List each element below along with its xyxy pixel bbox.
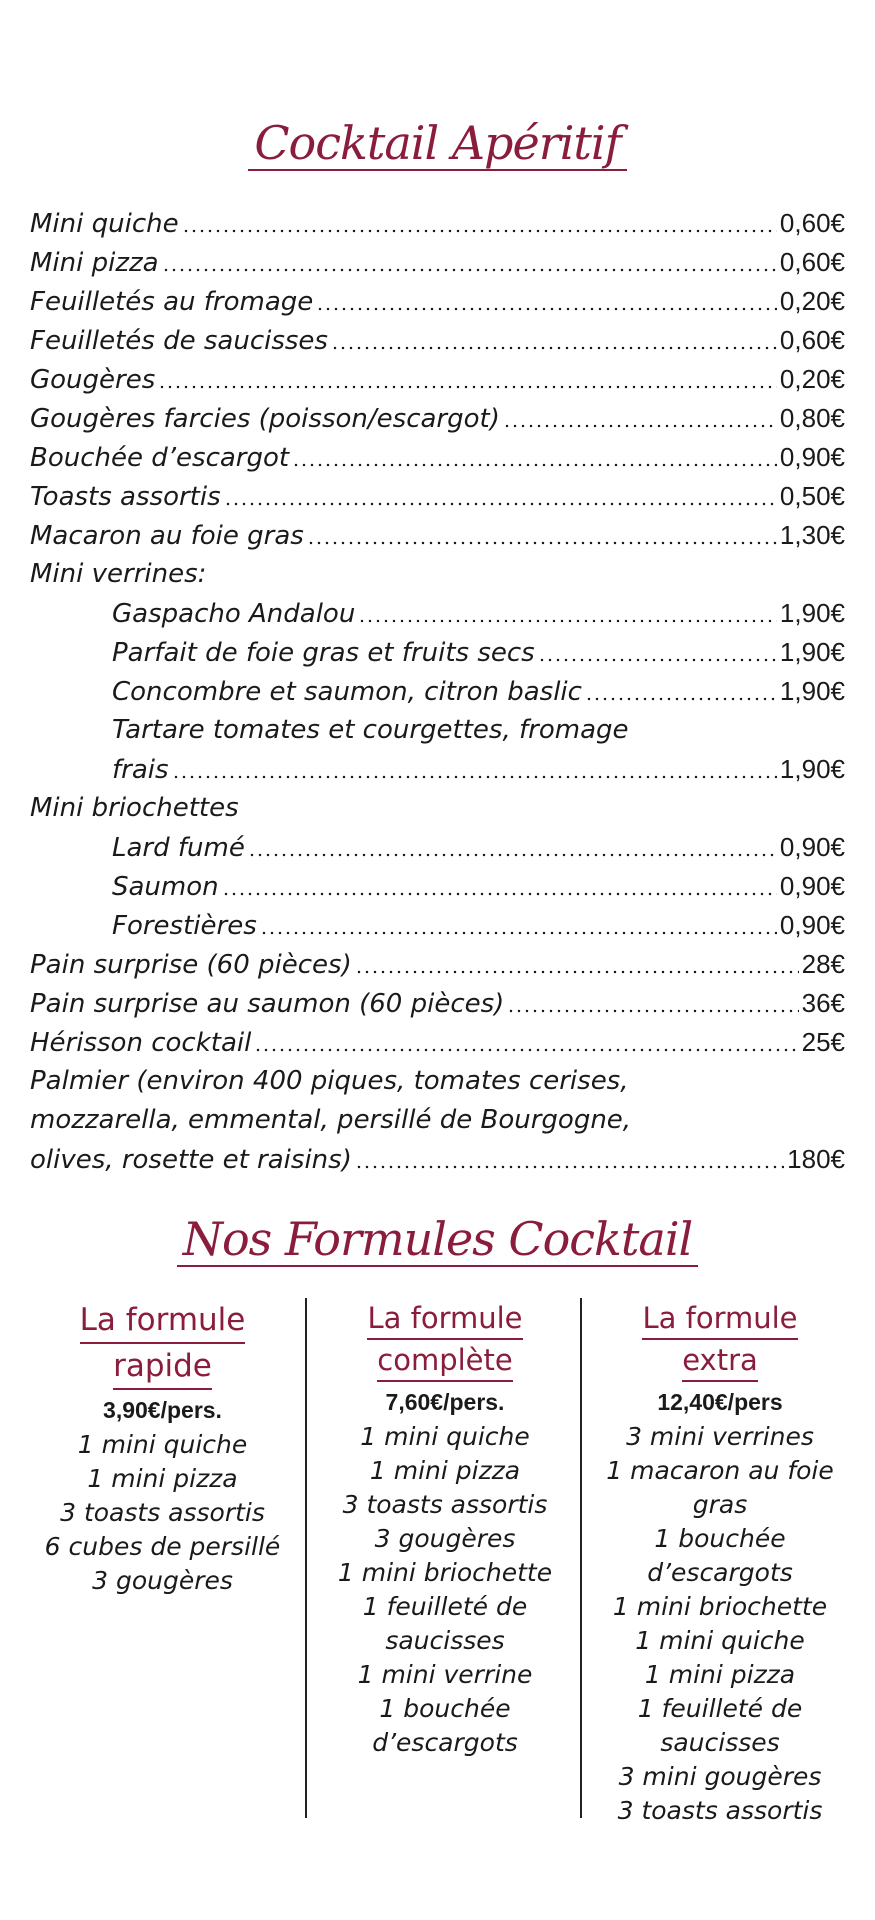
formule-item: 1 mini quiche <box>77 1430 248 1459</box>
dot-leader <box>585 697 777 701</box>
formule-item: 1 feuilleté de <box>362 1592 528 1621</box>
formule-item: saucisses <box>660 1728 780 1757</box>
formule-title-line: extra <box>682 1340 758 1382</box>
menu-item <box>30 399 845 438</box>
formule-item: 3 toasts assortis <box>60 1498 265 1527</box>
formule-title <box>585 1298 855 1382</box>
formule-item: gras <box>692 1490 748 1519</box>
menu-item-price: 0,60€ <box>779 325 845 355</box>
dot-leader <box>307 541 777 545</box>
formules-section <box>20 1298 860 1825</box>
menu-item-price: 1,90€ <box>779 676 845 706</box>
formule-item: 1 macaron au foie <box>606 1456 834 1485</box>
formule-item: d’escargots <box>372 1728 518 1757</box>
dot-leader <box>260 931 777 935</box>
formule-title-line: complète <box>377 1340 512 1382</box>
menu-item-label: Saumon <box>112 872 219 902</box>
menu-item-price: 0,90€ <box>779 832 845 862</box>
formule-item: 3 toasts assortis <box>617 1796 823 1825</box>
menu-item <box>30 243 845 282</box>
menu-item-label: frais <box>112 755 169 785</box>
formule-item: 1 mini pizza <box>644 1660 796 1689</box>
menu-item-price: 0,20€ <box>779 364 845 394</box>
formule-item: 1 mini briochette <box>612 1592 828 1621</box>
menu-item-label: Pain surprise au saumon (60 pièces) <box>30 989 505 1019</box>
menu-item <box>30 321 845 360</box>
menu-item <box>30 867 845 906</box>
menu-item-label: Mini pizza <box>30 248 159 278</box>
formule-item: 1 mini pizza <box>369 1456 521 1485</box>
formule-price: 12,40€/pers <box>657 1389 783 1415</box>
formule-item: d’escargots <box>647 1558 793 1587</box>
formule-item: 1 mini quiche <box>635 1626 805 1655</box>
formule-item: 1 mini verrine <box>357 1660 533 1689</box>
formule-title <box>310 1298 580 1382</box>
dot-leader <box>355 970 799 974</box>
formule-title-line: La formule <box>80 1298 246 1344</box>
column-divider <box>580 1298 582 1818</box>
dot-leader <box>358 619 777 623</box>
menu-item <box>30 477 845 516</box>
menu-item-label: Parfait de foie gras et fruits secs <box>112 638 535 668</box>
menu-item-price: 1,90€ <box>779 754 845 784</box>
dot-leader <box>158 385 777 389</box>
menu-item <box>30 945 845 984</box>
menu-item-label: Lard fumé <box>112 833 245 863</box>
menu-item-label: Gaspacho Andalou <box>112 599 356 629</box>
column-divider <box>305 1298 307 1818</box>
menu-item-price: 1,90€ <box>779 598 845 628</box>
menu-line: Mini verrines: <box>30 559 207 589</box>
formule-item: 6 cubes de persillé <box>44 1532 281 1561</box>
formule-item: 3 mini gougères <box>618 1762 822 1791</box>
menu-item-price: 1,90€ <box>779 637 845 667</box>
menu-item-price: 0,50€ <box>779 481 845 511</box>
formule-title-line: La formule <box>642 1298 797 1340</box>
formule-item: 1 mini briochette <box>337 1558 553 1587</box>
formule-title-line: La formule <box>367 1298 522 1340</box>
dot-leader <box>507 1009 798 1013</box>
menu-item-price: 0,60€ <box>779 208 845 238</box>
formule-item: 3 gougères <box>374 1524 516 1553</box>
dot-leader <box>503 424 777 428</box>
menu-line: Palmier (environ 400 piques, tomates cerises, <box>30 1066 629 1096</box>
dot-leader <box>316 307 777 311</box>
dot-leader <box>172 775 777 779</box>
menu-item-price: 0,60€ <box>779 247 845 277</box>
menu-item <box>30 633 845 672</box>
menu-line: Mini briochettes <box>30 793 239 823</box>
menu-item-label: Macaron au foie gras <box>30 521 304 551</box>
menu-item-price: 0,90€ <box>779 871 845 901</box>
formule-item: 1 mini quiche <box>360 1422 530 1451</box>
menu-item-price: 0,80€ <box>779 403 845 433</box>
formule-item: 1 bouchée <box>654 1524 786 1553</box>
menu-item-price: 1,30€ <box>779 520 845 550</box>
menu-item-label: Toasts assortis <box>30 482 221 512</box>
menu-item-label: Bouchée d’escargot <box>30 443 290 473</box>
menu-item <box>30 204 845 243</box>
dot-leader <box>538 658 777 662</box>
formule-title-line: rapide <box>113 1344 212 1390</box>
dot-leader <box>182 229 777 233</box>
formule-item: 3 mini verrines <box>626 1422 814 1451</box>
menu-item-label: Mini quiche <box>30 209 179 239</box>
menu-item-label: Gougères <box>30 365 156 395</box>
formule-item: 3 toasts assortis <box>342 1490 548 1519</box>
dot-leader <box>248 853 777 857</box>
formules-title: Nos Formules Cocktail <box>0 1212 875 1267</box>
menu-item-label: Feuilletés au fromage <box>30 287 314 317</box>
menu-item-price: 36€ <box>801 988 845 1018</box>
formule-item: 1 bouchée <box>379 1694 511 1723</box>
menu-item-price: 0,90€ <box>779 910 845 940</box>
menu-item-label: Forestières <box>112 911 257 941</box>
formule-item: 3 gougères <box>92 1566 233 1595</box>
menu-item <box>30 1140 845 1179</box>
menu-item-label: olives, rosette et raisins) <box>30 1145 352 1175</box>
menu-item-label: Hérisson cocktail <box>30 1028 252 1058</box>
formule-item: 1 feuilleté de <box>637 1694 803 1723</box>
menu-item <box>30 906 845 945</box>
dot-leader <box>292 463 777 467</box>
formule-rapide <box>20 1298 305 1598</box>
menu-item-label: Feuilletés de saucisses <box>30 326 328 356</box>
menu-line: Tartare tomates et courgettes, fromage <box>112 715 629 745</box>
menu-item <box>30 282 845 321</box>
menu-item-price: 28€ <box>801 949 845 979</box>
dot-leader <box>331 346 777 350</box>
menu-item <box>30 360 845 399</box>
menu-item <box>30 438 845 477</box>
formule-extra <box>585 1298 855 1828</box>
menu-item <box>30 516 845 555</box>
menu-item-label: Gougères farcies (poisson/escargot) <box>30 404 500 434</box>
dot-leader <box>224 502 777 506</box>
menu-line: mozzarella, emmental, persillé de Bourgogne, <box>30 1105 632 1135</box>
dot-leader <box>254 1048 798 1052</box>
aperitif-title: Cocktail Apéritif <box>0 116 875 171</box>
menu-item-price: 0,90€ <box>779 442 845 472</box>
menu-item-price: 180€ <box>787 1144 845 1174</box>
formule-price: 3,90€/pers. <box>103 1397 222 1423</box>
menu-item-price: 0,20€ <box>779 286 845 316</box>
aperitif-menu-list <box>30 204 845 1179</box>
menu-item-label: Pain surprise (60 pièces) <box>30 950 352 980</box>
dot-leader <box>222 892 777 896</box>
formule-title <box>20 1298 305 1390</box>
formule-item: 1 mini pizza <box>87 1464 238 1493</box>
menu-item-price: 25€ <box>801 1027 845 1057</box>
menu-item <box>30 750 845 789</box>
formule-price: 7,60€/pers. <box>385 1389 505 1415</box>
menu-item <box>30 1023 845 1062</box>
menu-item <box>30 984 845 1023</box>
menu-item <box>30 672 845 711</box>
menu-item <box>30 828 845 867</box>
menu-item <box>30 594 845 633</box>
menu-item-label: Concombre et saumon, citron baslic <box>112 677 582 707</box>
formule-complete <box>310 1298 580 1760</box>
dot-leader <box>355 1165 784 1169</box>
formule-item: saucisses <box>385 1626 505 1655</box>
dot-leader <box>162 268 777 272</box>
